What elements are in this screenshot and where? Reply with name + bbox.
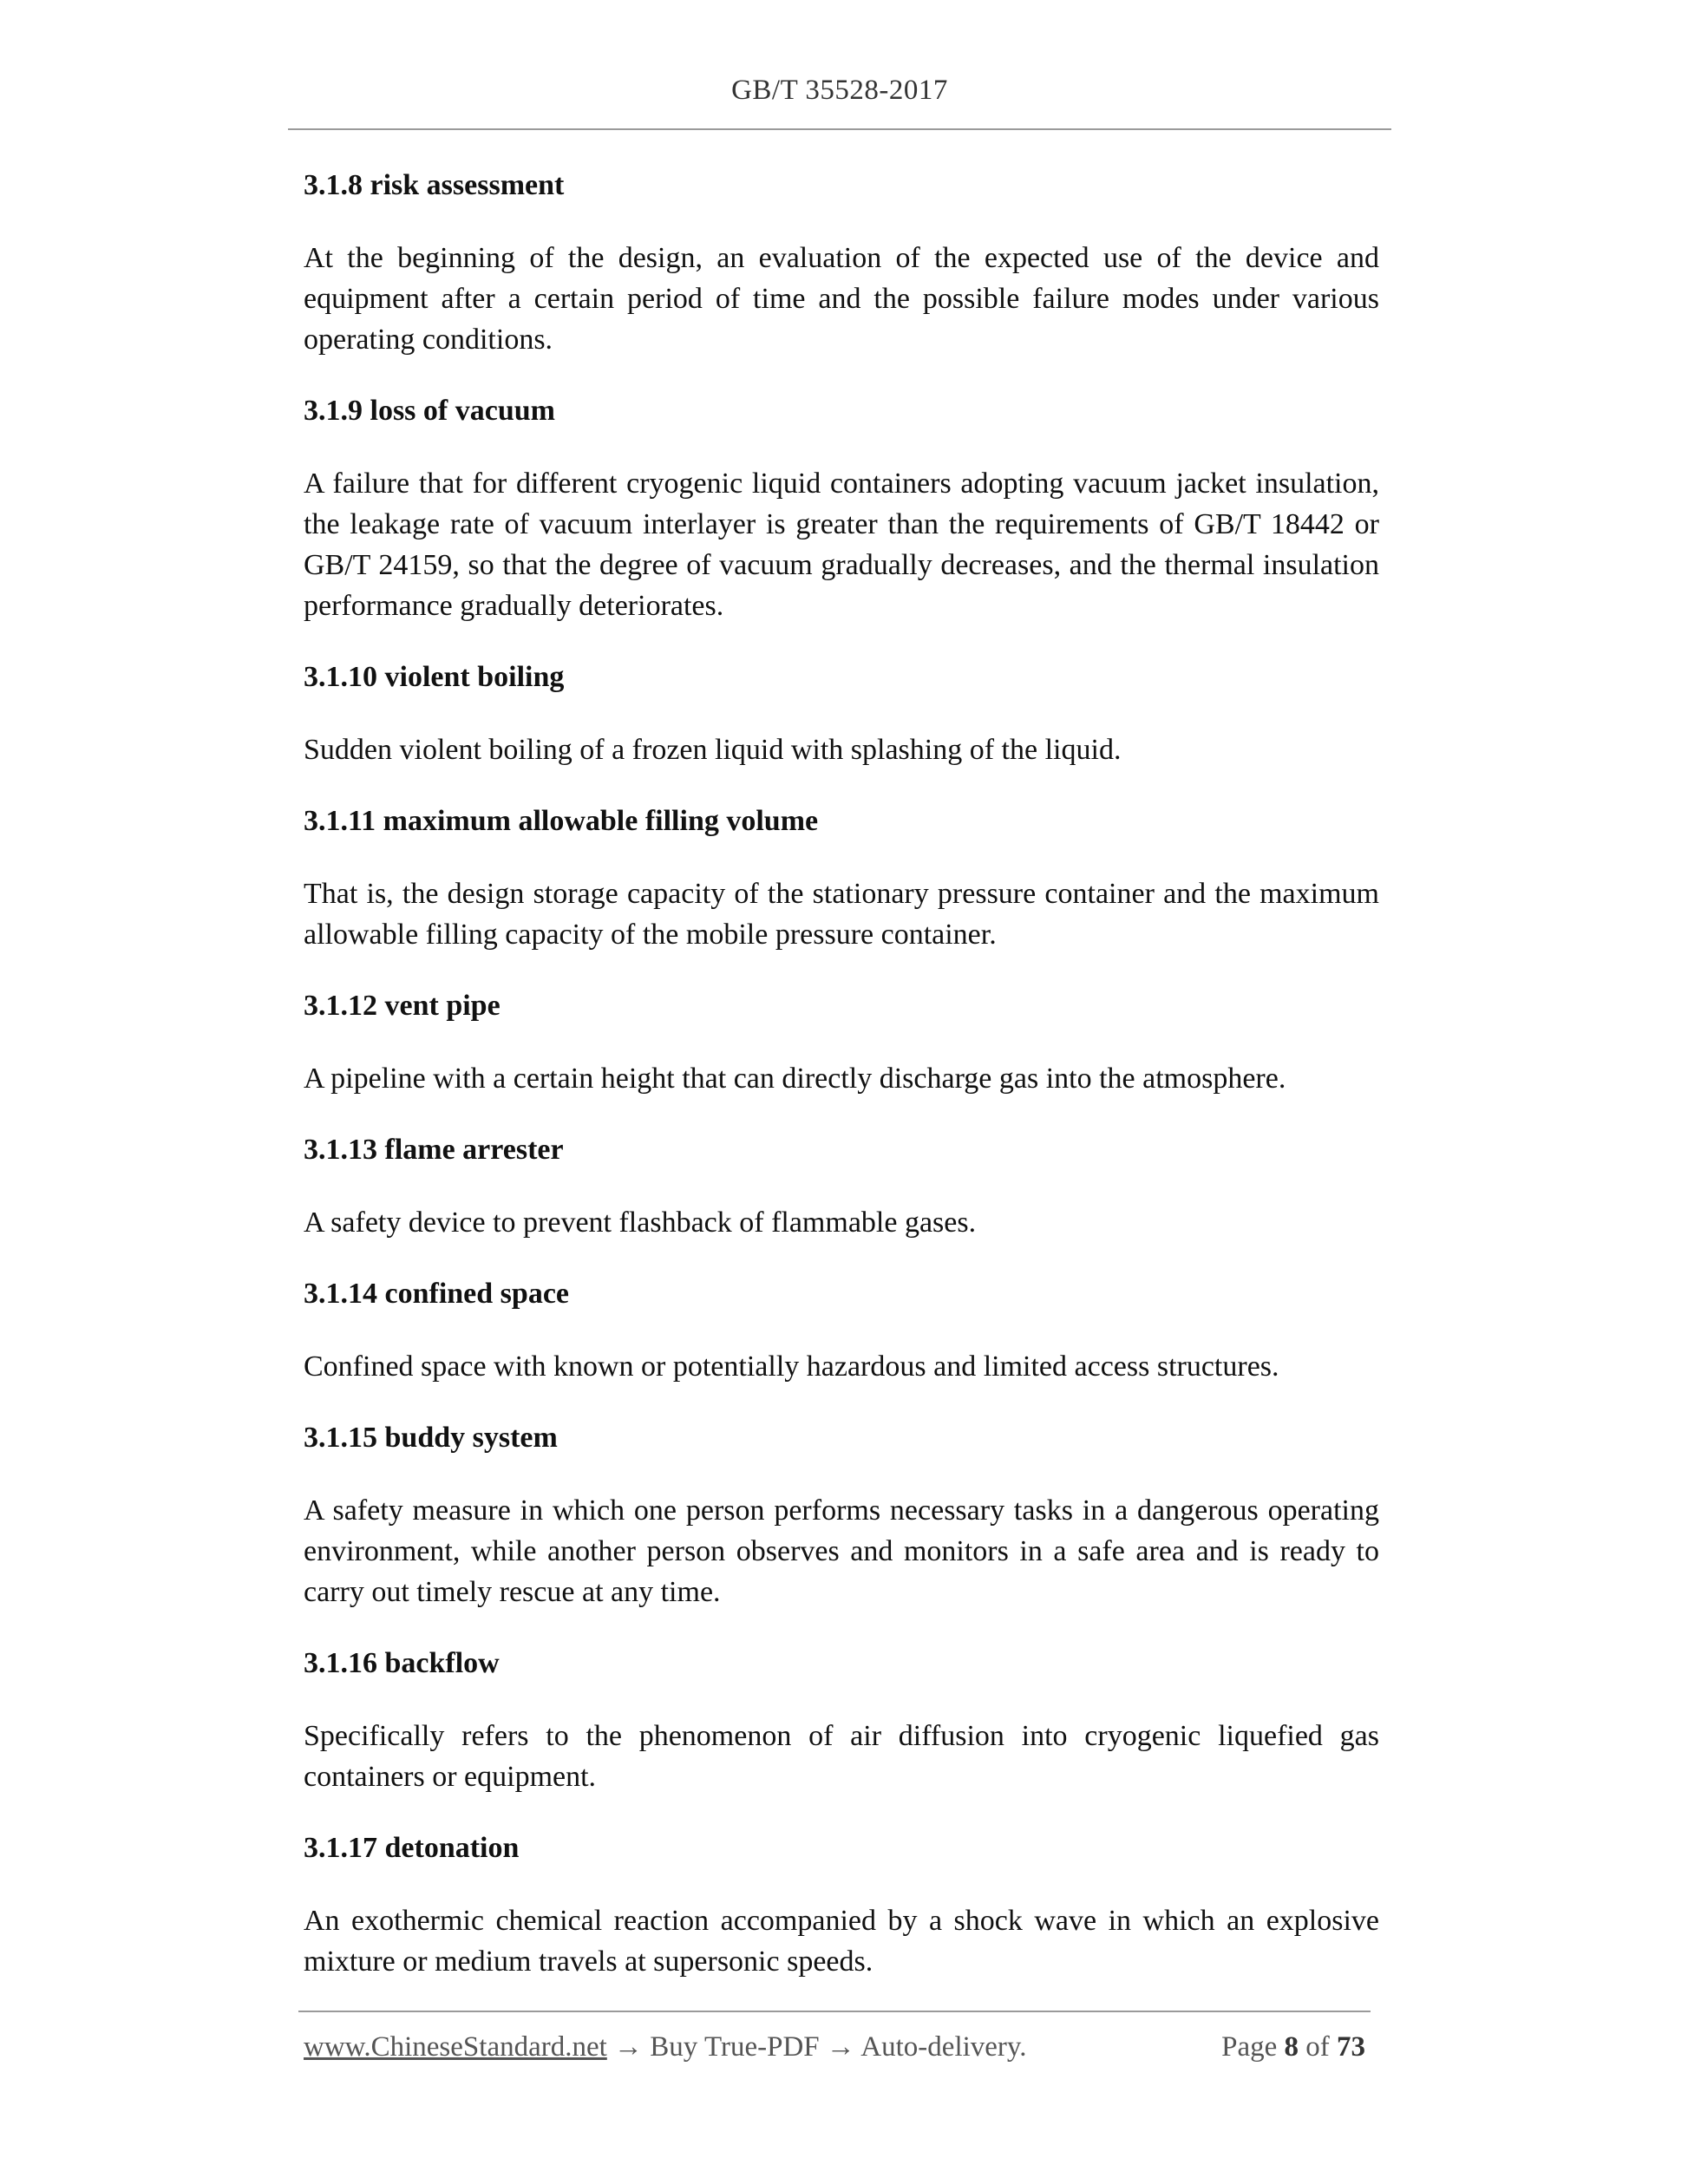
term-definition: A pipeline with a certain height that can directly discharge gas into the atmosphere. — [304, 1063, 1286, 1095]
entry-3-1-16 — [304, 1645, 1379, 1797]
term-definition: Specifically refers to the phenomenon of air diffusion into cryogenic liquefied gas containers or equipment. — [304, 1720, 1379, 1793]
term-heading: 3.1.15 buddy system — [304, 1422, 558, 1454]
term-definition: A safety measure in which one person performs necessary tasks in a dangerous operating environment, while another person observes and monitors in a safe area and is ready to carry out timely rescue at any time. — [304, 1494, 1379, 1608]
page-number: 8 — [1284, 2031, 1299, 2063]
header-divider — [288, 128, 1391, 130]
document-body — [304, 167, 1379, 2014]
entry-3-1-13 — [304, 1131, 1379, 1243]
entry-3-1-17 — [304, 1829, 1379, 1982]
entry-3-1-14 — [304, 1275, 1379, 1387]
entry-3-1-8 — [304, 167, 1379, 360]
total-pages: 73 — [1337, 2031, 1365, 2063]
of-word: of — [1305, 2031, 1330, 2063]
term-heading: 3.1.10 violent boiling — [304, 661, 565, 693]
term-definition: A safety device to prevent flashback of flammable gases. — [304, 1206, 977, 1239]
term-definition: At the beginning of the design, an evaluation of the expected use of the device and equipment after a certain period of time and the possible failure modes under various operating conditions. — [304, 242, 1379, 356]
term-heading: 3.1.12 vent pipe — [304, 990, 501, 1022]
term-definition: An exothermic chemical reaction accompanied by a shock wave in which an explosive mixture or medium travels at supersonic speeds. — [304, 1905, 1379, 1978]
term-heading: 3.1.14 confined space — [304, 1278, 569, 1310]
term-heading: 3.1.11 maximum allowable filling volume — [304, 805, 819, 837]
term-heading: 3.1.16 backflow — [304, 1647, 500, 1679]
entry-3-1-9 — [304, 392, 1379, 626]
footer-divider — [298, 2011, 1371, 2012]
term-heading: 3.1.9 loss of vacuum — [304, 395, 555, 427]
page-word: Page — [1221, 2031, 1278, 2063]
term-heading: 3.1.17 detonation — [304, 1832, 520, 1864]
term-heading: 3.1.8 risk assessment — [304, 169, 565, 201]
site-link[interactable]: www.ChineseStandard.net — [304, 2031, 607, 2063]
entry-3-1-10 — [304, 658, 1379, 770]
term-heading: 3.1.13 flame arrester — [304, 1134, 564, 1166]
term-definition: Confined space with known or potentially hazardous and limited access structures. — [304, 1350, 1279, 1383]
entry-3-1-11 — [304, 802, 1379, 955]
document-header: GB/T 35528-2017 — [731, 75, 948, 106]
page-indicator — [1221, 2031, 1365, 2063]
term-definition: Sudden violent boiling of a frozen liquid with splashing of the liquid. — [304, 734, 1122, 766]
entry-3-1-15 — [304, 1419, 1379, 1612]
entry-3-1-12 — [304, 987, 1379, 1099]
promo-text: → Buy True-PDF → Auto-delivery. — [606, 2031, 1027, 2063]
term-definition: A failure that for different cryogenic liquid containers adopting vacuum jacket insulation, the leakage rate of vacuum interlayer is greater than the requirements of GB/T 18442 or GB/T 24159, so that the degree of vacuum gradually decreases, and the thermal insulation performance gradually deteriorates. — [304, 468, 1379, 622]
footer-promo — [304, 2031, 1027, 2063]
term-definition: That is, the design storage capacity of the stationary pressure container and the maximum allowable filling capacity of the mobile pressure container. — [304, 878, 1379, 951]
